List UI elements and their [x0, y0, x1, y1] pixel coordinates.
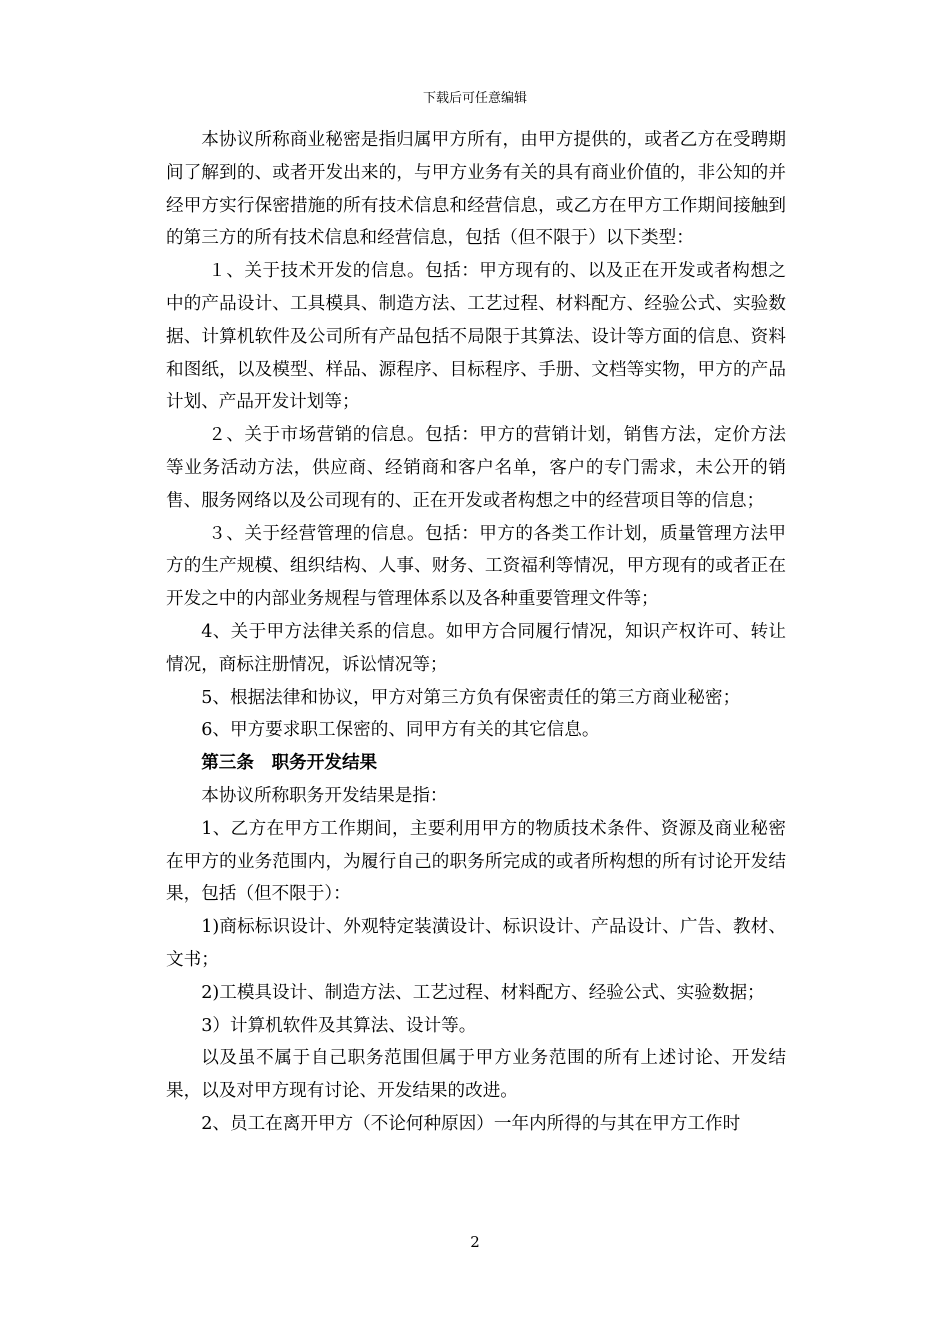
document-body [166, 124, 786, 1141]
paragraph-marketing-info: ２、关于市场营销的信息。包括：甲方的营销计划，销售方法，定价方法等业务活动方法，供应商、经销商和客户名单，客户的专门需求，未公开的销售、服务网络以及公司现有的、正在开发或者构想之中的经营项目等的信息； [166, 425, 786, 511]
paragraph-legal-info: 4、关于甲方法律关系的信息。如甲方合同履行情况，知识产权许可、转让情况，商标注册情况，诉讼情况等； [166, 621, 786, 675]
paragraph-trade-secret-definition: 本协议所称商业秘密是指归属甲方所有，由甲方提供的，或者乙方在受聘期间了解到的、或者开发出来的，与甲方业务有关的具有商业价值的，非公知的并经甲方实行保密措施的所有技术信息和经营信息，或乙方在甲方工作期间接触到的第三方的所有技术信息和经营信息，包括（但不限于）以下类型： [166, 130, 786, 249]
list-item-design: 1)商标标识设计、外观特定装潢设计、标识设计、产品设计、广告、教材、文书； [166, 917, 786, 970]
paragraph-other-info: 6、甲方要求职工保密的、同甲方有关的其它信息。 [201, 720, 600, 741]
paragraph-third-party-secrets: 5、根据法律和协议，甲方对第三方负有保密责任的第三方商业秘密； [201, 687, 741, 708]
page-number: 2 [470, 1233, 480, 1251]
paragraph-post-employment: 2、员工在离开甲方（不论何种原因）一年内所得的与其在甲方工作时 [201, 1113, 741, 1134]
paragraph-management-info: ３、关于经营管理的信息。包括：甲方的各类工作计划，质量管理方法甲方的生产规模、组织结构、人事、财务、工资福利等情况，甲方现有的或者正在开发之中的内部业务规程与管理体系以及各种重要管理文件等； [166, 523, 786, 610]
paragraph-work-results-extension: 以及虽不属于自己职务范围但属于甲方业务范围的所有上述讨论、开发结果，以及对甲方现有讨论、开发结果的改进。 [166, 1048, 786, 1102]
list-item-software: 3）计算机软件及其算法、设计等。 [201, 1015, 477, 1036]
list-item-tooling: 2)工模具设计、制造方法、工艺过程、材料配方、经验公式、实验数据； [201, 982, 765, 1003]
paragraph-work-results-1: 1、乙方在甲方工作期间，主要利用甲方的物质技术条件、资源及商业秘密在甲方的业务范围内，为履行自己的职务所完成的或者所构想的所有讨论开发结果，包括（但不限于）： [166, 818, 786, 905]
section-heading-article-3: 第三条 职务开发结果 [201, 752, 378, 774]
paragraph-technical-info: １、关于技术开发的信息。包括：甲方现有的、以及正在开发或者构想之中的产品设计、工具模具、制造方法、工艺过程、材料配方、经验公式、实验数据、计算机软件及公司所有产品包括不局限于其算法、设计等方面的信息、资料和图纸，以及模型、样品、源程序、目标程序、手册、文档等实物，甲方的产品计划、产品开发计划等； [166, 261, 786, 413]
paragraph-work-results-intro: 本协议所称职务开发结果是指： [201, 785, 448, 806]
page-header: 下载后可任意编辑 [422, 91, 527, 106]
